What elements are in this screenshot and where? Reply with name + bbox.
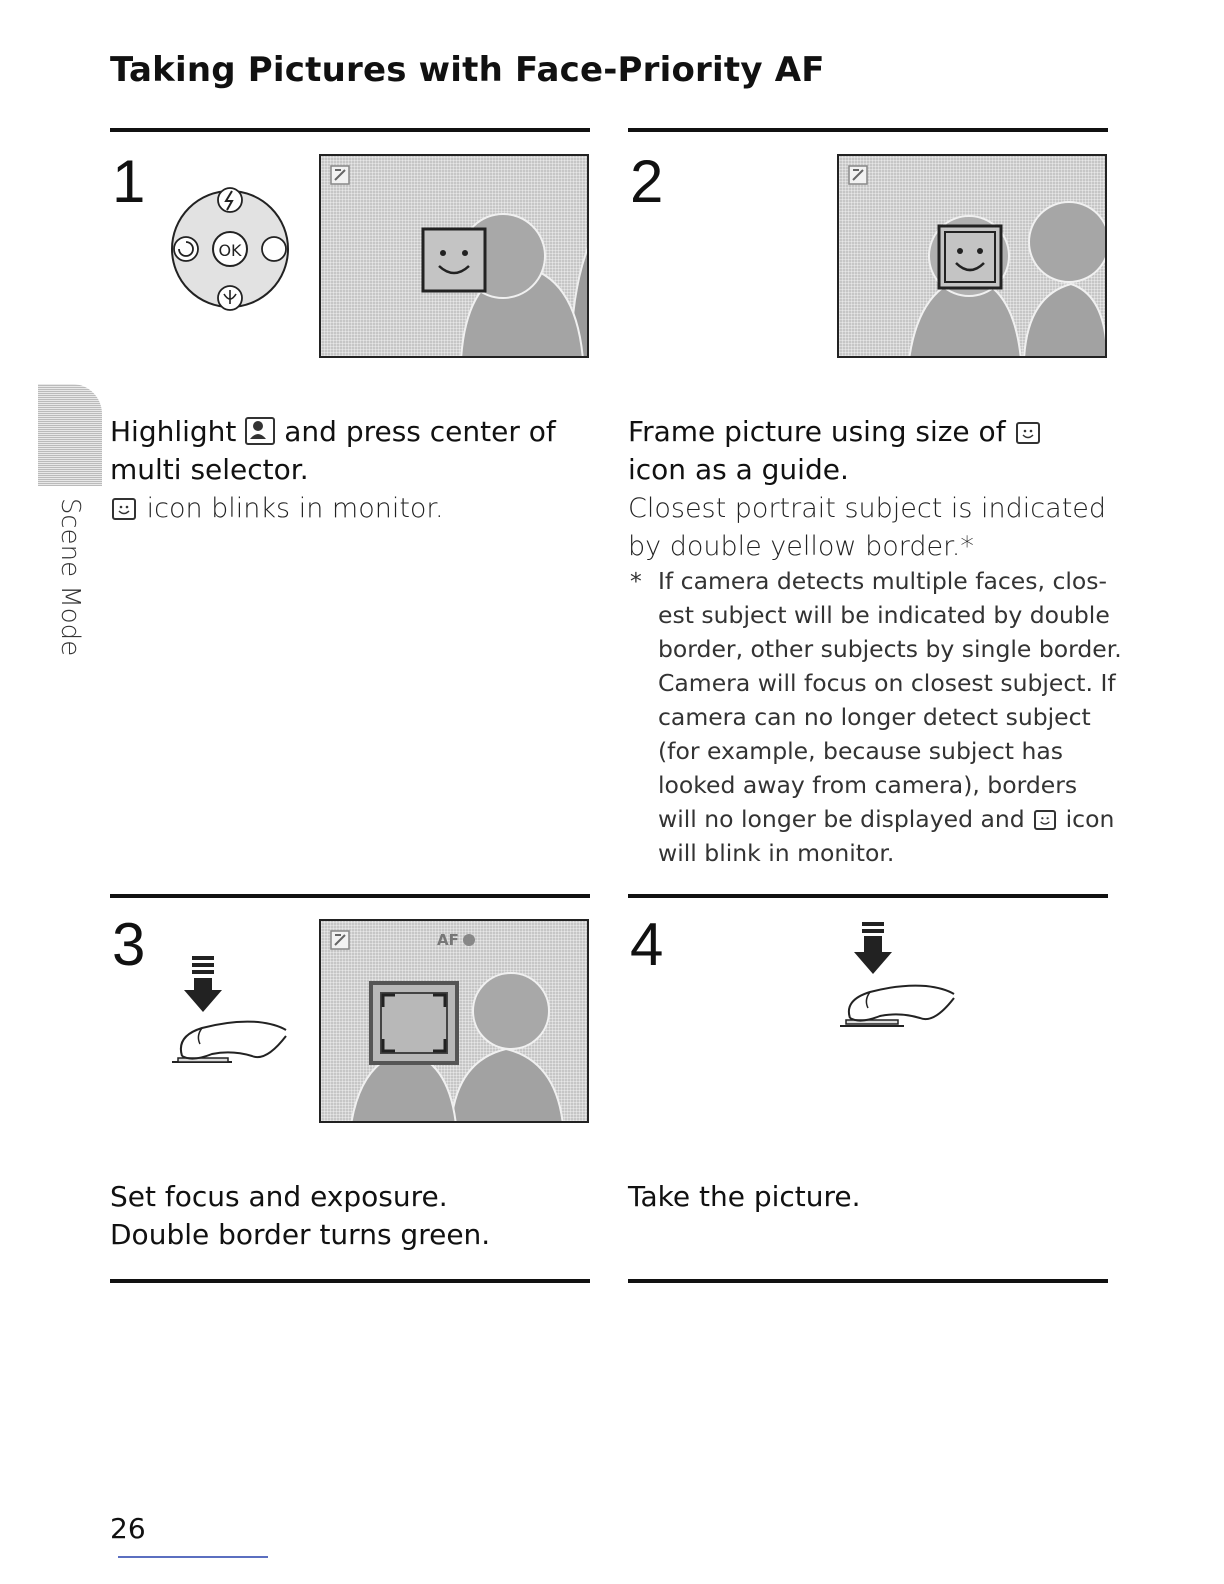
monitor-screen-step1 [319, 154, 589, 358]
face-frame-icon [1016, 422, 1040, 444]
face-frame-icon [1034, 810, 1056, 830]
rule-step3-top [110, 894, 590, 898]
shutter-full-press-icon [838, 918, 968, 1028]
step-1-body: icon blinks in monitor. [110, 490, 444, 528]
section-tab [38, 384, 102, 486]
svg-text:OK: OK [218, 241, 242, 260]
svg-text:AF: AF [437, 931, 459, 949]
shutter-half-press-icon [168, 950, 298, 1080]
rule-step4-top [628, 894, 1108, 898]
face-frame-icon [112, 498, 136, 520]
rule-bottom-right [628, 1279, 1108, 1283]
multi-selector-icon [168, 186, 298, 316]
face-priority-icon [245, 417, 275, 445]
rule-bottom-left [110, 1279, 590, 1283]
step-1-headline: Highlight and press center of multi selector. [110, 415, 556, 486]
monitor-screen-step3 [319, 919, 589, 1123]
page-number-underline [118, 1556, 268, 1558]
rule-step2-top [628, 128, 1108, 132]
page-title: Taking Pictures with Face-Priority AF [110, 50, 825, 90]
section-tab-label-wrap [40, 498, 100, 658]
step-3-body: Set focus and exposure. Double border turns green. [110, 1180, 491, 1251]
section-tab-label: Scene Mode [55, 497, 85, 657]
step-4-number: 4 [630, 911, 664, 978]
step-1-number: 1 [112, 148, 146, 215]
step-2-footnote: * If camera detects multiple faces, clos- est subject will be indicated by double border, other subjects by single border. Camera will focus on closest subject. If camera can no longer detect subject (for example, because subject has looked away from camera), borders will no longer be displayed and icon will blink in monitor. [630, 567, 1122, 867]
page-number: 26 [110, 1512, 146, 1545]
step-3-number: 3 [112, 911, 146, 978]
monitor-screen-step2 [837, 154, 1107, 358]
step-2-number: 2 [630, 148, 664, 215]
step-4-body: Take the picture. [628, 1180, 861, 1213]
step-2-headline: Frame picture using size of icon as a guide. [628, 413, 1042, 489]
rule-step1-top [110, 128, 590, 132]
step-2-body: Closest portrait subject is indicated by double yellow border.* [628, 493, 1107, 562]
